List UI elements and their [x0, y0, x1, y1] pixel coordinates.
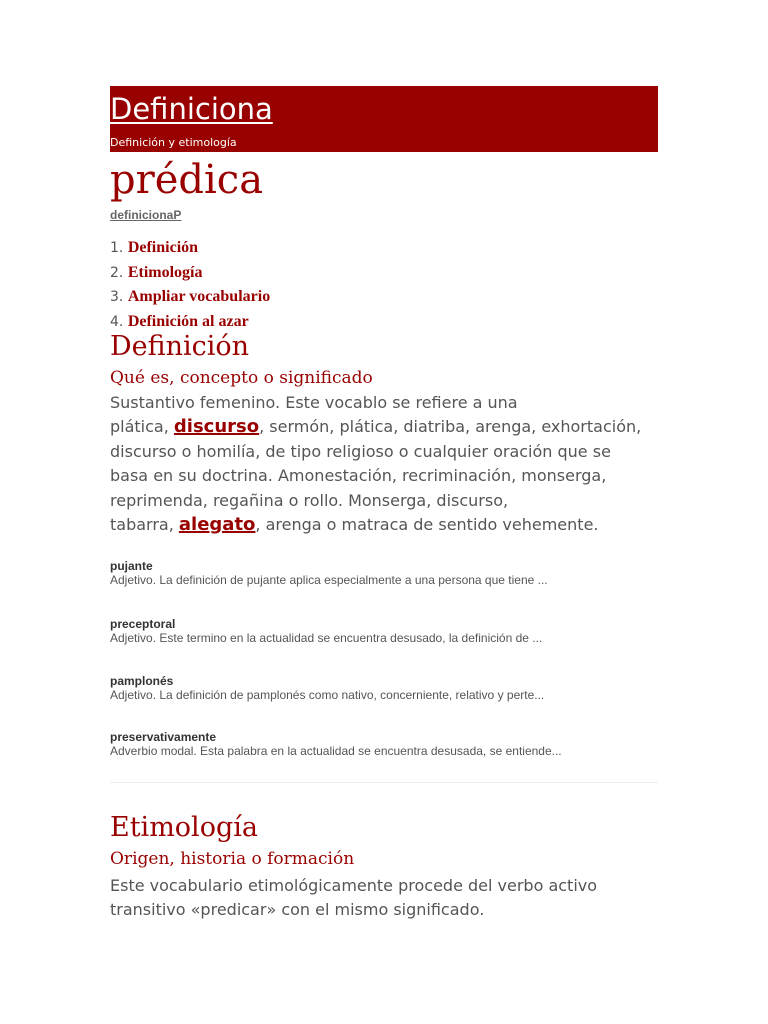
line-text: reprimenda, regañina o rollo. Monserga, discurso,	[110, 490, 509, 510]
entry-word: prédica	[110, 157, 264, 203]
related-word	[110, 617, 658, 646]
line-text: , arenga o matraca de sentido vehemente.	[255, 515, 599, 535]
toc-number: 2.	[110, 264, 124, 281]
toc-number: 4.	[110, 314, 124, 331]
definition-line	[110, 513, 658, 537]
toc-item	[110, 236, 270, 261]
line-text: basa en su doctrina. Amonestación, recriminación, monserga,	[110, 466, 607, 486]
related-word-description: Adjetivo. La definición de pamplonés como nativo, concerniente, relativo y perte...	[110, 688, 545, 702]
definition-line	[110, 391, 658, 415]
definition-text	[110, 391, 658, 537]
definition-line	[110, 489, 658, 513]
related-word-link[interactable]: preceptoral	[110, 617, 176, 631]
definition-line	[110, 415, 658, 439]
line-text: discurso o homilía, de tipo religioso o cualquier oración que se	[110, 441, 611, 461]
definition-line	[110, 464, 658, 488]
related-word	[110, 559, 658, 588]
keyword-link-discurso[interactable]: discurso	[173, 416, 260, 438]
toc-link-definicion[interactable]: Definición	[127, 239, 199, 256]
toc-number: 1.	[110, 240, 124, 256]
etymology-line: Este vocabulario etimológicamente procede del verbo activo	[110, 876, 598, 895]
author-link[interactable]: definicionaP	[110, 208, 182, 222]
keyword-link-alegato[interactable]: alegato	[178, 514, 256, 536]
definition-heading: Definición	[110, 331, 250, 362]
site-tagline: Definición y etimología	[110, 136, 237, 149]
toc-link-definicion-al-azar[interactable]: Definición al azar	[127, 313, 249, 331]
related-word-description: Adjetivo. Este termino en la actualidad se encuentra desusado, la definición de ...	[110, 631, 543, 645]
toc-item	[110, 261, 270, 286]
related-word-link[interactable]: pujante	[110, 559, 153, 573]
line-text: tabarra,	[110, 515, 179, 535]
etymology-subheading: Origen, historia o formación	[110, 849, 355, 869]
line-text: plática,	[110, 417, 174, 437]
etymology-text	[110, 874, 658, 923]
related-word	[110, 730, 658, 759]
toc-item	[110, 285, 270, 310]
related-word-description: Adjetivo. La definición de pujante aplica especialmente a una persona que tiene ...	[110, 573, 548, 587]
line-text: , sermón, plática, diatriba, arenga, exhortación,	[259, 417, 642, 437]
toc-number: 3.	[110, 289, 124, 306]
definition-line	[110, 440, 658, 464]
etymology-heading: Etimología	[110, 812, 258, 843]
related-word-description: Adverbio modal. Esta palabra en la actualidad se encuentra desusada, se entiende...	[110, 744, 562, 758]
site-header	[110, 86, 658, 152]
definition-subheading: Qué es, concepto o significado	[110, 368, 373, 388]
related-word-link[interactable]: pamplonés	[110, 674, 174, 688]
section-divider	[110, 782, 658, 783]
related-word-link[interactable]: preservativamente	[110, 730, 217, 744]
table-of-contents	[110, 236, 270, 335]
related-word	[110, 674, 658, 703]
line-text: Sustantivo femenino. Este vocablo se refiere a una	[110, 393, 518, 412]
toc-link-etimologia[interactable]: Etimología	[127, 263, 203, 281]
site-title-link[interactable]: Definiciona	[110, 92, 273, 126]
toc-link-ampliar-vocabulario[interactable]: Ampliar vocabulario	[127, 288, 271, 306]
etymology-line: transitivo «predicar» con el mismo significado.	[110, 900, 485, 920]
